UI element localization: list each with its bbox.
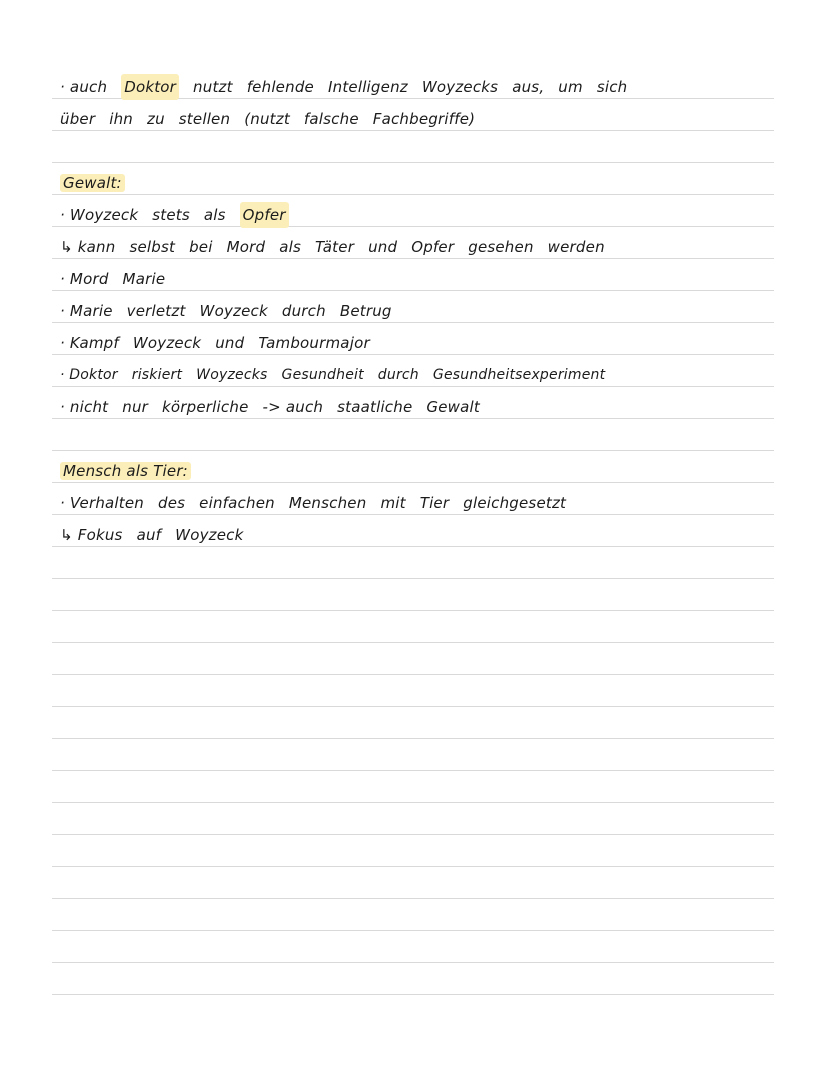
note-line [60,522,257,548]
section-heading-gewalt [60,170,125,196]
word: Intelligenz [327,78,408,96]
word: Woyzecks [421,78,499,96]
word: Woyzeck [132,334,202,352]
ruled-line [52,450,774,451]
word: als [279,238,301,256]
word: Tambourmajor [258,334,370,352]
word: ↳ Fokus [60,526,123,544]
word: um [558,78,583,96]
ruled-line [52,930,774,931]
ruled-line [52,578,774,579]
word: Marie [122,270,166,288]
word: falsche [303,110,359,128]
word: körperliche [162,398,249,416]
ruled-line [52,770,774,771]
word: aus, [512,78,545,96]
word: · auch [60,78,108,96]
note-line [60,362,619,388]
word: nur [122,398,149,416]
ruled-line [52,706,774,707]
ruled-line [52,866,774,867]
word: Opfer [411,238,455,256]
word: über [60,110,96,128]
word: verletzt [126,302,186,320]
word: Woyzecks [196,367,268,383]
note-line [60,202,303,228]
word: Woyzeck [175,526,244,544]
heading-text: Gewalt: [60,174,125,192]
note-line [60,490,580,516]
word: des [158,494,186,512]
word: stellen [178,110,231,128]
word: durch [377,367,419,383]
word: (nutzt [244,110,290,128]
ruled-line [52,834,774,835]
word: nutzt [193,78,233,96]
word: und [215,334,245,352]
highlighted-word: Opfer [240,202,289,228]
word: · nicht [60,398,109,416]
word: Fachbegriffe) [372,110,476,128]
word: Gewalt [426,398,480,416]
word: Gesundheitsexperiment [432,367,606,383]
word: · Verhalten [60,494,144,512]
highlighted-word: Doktor [121,74,179,100]
word: einfachen [199,494,275,512]
word: zu [147,110,165,128]
word: · Kampf [60,334,119,352]
ruled-line [52,802,774,803]
ruled-line [52,962,774,963]
word: auf [136,526,162,544]
word: -> auch [262,398,324,416]
word: Mord [226,238,266,256]
ruled-line [52,642,774,643]
note-line [60,330,384,356]
word: werden [547,238,605,256]
word: mit [380,494,406,512]
word: · Doktor [60,367,118,383]
word: gleichgesetzt [463,494,567,512]
word: gesehen [468,238,534,256]
note-line [60,74,641,100]
word: riskiert [131,367,183,383]
word: stets [152,206,190,224]
word: Täter [315,238,355,256]
word: durch [281,302,326,320]
word: Menschen [288,494,367,512]
word: ihn [109,110,134,128]
note-line [60,298,406,324]
word: Betrug [339,302,392,320]
ruled-line [52,194,774,195]
word: · Marie [60,302,113,320]
word: als [203,206,226,224]
ruled-line [52,610,774,611]
ruled-line [52,898,774,899]
word: fehlende [246,78,314,96]
ruled-line [52,738,774,739]
word: Gesundheit [281,367,364,383]
word: · Mord [60,270,109,288]
word: bei [189,238,213,256]
word: · Woyzeck [60,206,139,224]
word: sich [596,78,628,96]
note-line [60,234,619,260]
section-heading-mensch-als-tier [60,458,191,484]
ruled-line [52,674,774,675]
word: Woyzeck [199,302,268,320]
word: selbst [129,238,176,256]
note-line [60,106,489,132]
heading-text: Mensch als Tier: [60,462,191,480]
word: ↳ kann [60,238,116,256]
ruled-line [52,162,774,163]
ruled-line [52,994,774,995]
word: Tier [419,494,450,512]
note-line [60,266,179,292]
note-line [60,394,494,420]
word: und [368,238,398,256]
word: staatliche [337,398,413,416]
